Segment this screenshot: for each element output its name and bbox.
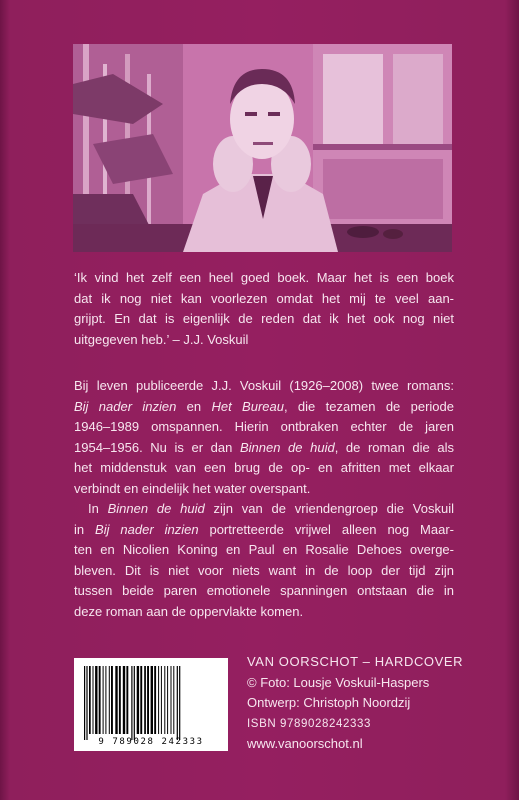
isbn: ISBN 9789028242333 [247,717,371,730]
blurb-line: In Binnen de huid zijn van de vriendengroep die Voskuil [88,501,454,516]
blurb-line: verbindt en eindelijk het water overspant. [74,480,311,496]
blurb-line: 1954–1956. Nu is er dan Binnen de huid, de roman die als [74,439,455,455]
blurb-line: ten en Nicolien Koning en Paul en Rosalie Dehoes overge- [74,542,454,557]
blurb-line: bleven. Dit is niet voor niets want in de loop der tijd zijn [74,562,454,578]
publisher-website: www.vanoorschot.nl [247,736,363,752]
quote-line: ‘Ik vind het zelf een heel goed boek. Maar het is een boek [74,270,454,285]
book-title: Het Bureau [211,398,284,414]
author-photo [73,44,452,252]
blurb-line: deze roman aan de oppervlakte komen. [74,603,304,619]
blurb-line: tussen beide paren emotionele spanningen ontstaan die in [74,583,454,598]
colophon [247,652,467,755]
design-credit: Ontwerp: Christoph Noordzij [247,695,411,711]
photo-credit: © Foto: Lousje Voskuil-Haspers [247,674,430,690]
blurb [74,376,454,622]
quote-line: dat ik nog niet kan voorlezen omdat het mij te veel aan- [74,290,454,306]
barcode-number: 9 789028 242333 [98,737,204,747]
blurb-line: het middenstuk van een brug de op- en afritten met elkaar [74,460,454,475]
blurb-paragraph-1 [74,376,454,499]
blurb-line: Bij leven publiceerde J.J. Voskuil (1926–2008) twee romans: [74,378,454,393]
book-title: Bij nader inzien [74,398,177,414]
blurb-line: in Bij nader inzien portretteerde vrijwel alleen nog Maar- [74,521,455,537]
blurb-line: Bij nader inzien en Het Bureau, die tezamen de periode [74,398,454,414]
quote-line: uitgegeven heb.’ – J.J. Voskuil [74,331,249,347]
quote-line: grijpt. En dat is eigenlijk de reden dat ik het ook nog niet [74,311,454,326]
book-title: Bij nader inzien [95,521,199,537]
author-quote [74,268,454,350]
publisher-label: VAN OORSCHOT – HARDCOVER [247,654,464,669]
barcode [74,658,228,751]
blurb-paragraph-2 [74,499,454,622]
blurb-line: 1946–1989 omspannen. Hierin ontbraken echter de jaren [74,419,454,434]
book-title: Binnen de huid [239,439,335,455]
book-title: Binnen de huid [107,501,205,516]
